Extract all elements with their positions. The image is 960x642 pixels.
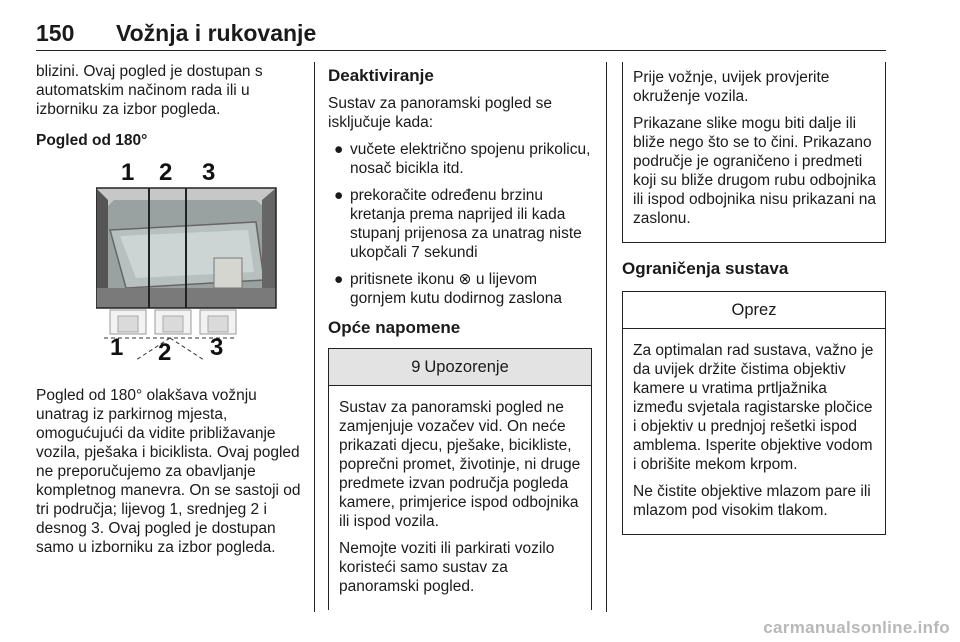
page-header [36,20,886,51]
warning-paragraph: Prije vožnje, uvijek provjerite okruženje vozila. [633,69,830,105]
deactivation-list [328,140,592,308]
warning-box [328,348,592,610]
view-description-paragraph: Pogled od 180° olakšava vožnju unatrag iz parkirnog mjesta, omogućujući da vidite približavanje vozila, pješaka i biciklista. Ovaj pogled ne preporučujemo za obavljanje kompletnog manevra. On se sastoji od tri područja; lijevog 1, srednjeg 2 i desnog 3. Ovaj pogled je dostupan samo u izborniku za izbor pogleda. [36,387,301,556]
column-middle [328,62,592,626]
warning-continued-body [623,62,885,242]
top-label-1: 1 [121,160,135,186]
warning-paragraph: Nemojte voziti ili parkirati vozilo koristeći samo sustav za panoramski pogled. [339,540,555,595]
page-number: 150 [36,20,75,46]
bullet-icon: ● [334,187,344,204]
caution-header: Oprez [623,292,885,329]
warning-icon: 9 [411,358,421,376]
warning-paragraph: Prikazane slike mogu biti dalje ili bliže nego što se to čini. Prikazano područje je ograničeno i predmeti koji su bliže drugom rubu odbojnika ili ispod odbojnika nisu prikazani na zaslonu. [633,115,876,227]
vehicle-view-icons [110,310,236,334]
bottom-label-1: 1 [110,334,124,360]
subheading-180-view: Pogled od 180° [36,132,148,149]
camera-view-illustration [96,160,326,360]
list-item: ● prekoračite određenu brzinu kretanja prema naprijed ili kada stupanj prijenosa za unatrag niste ukopčali 7 sekundi [334,187,582,261]
general-notes-heading: Opće napomene [328,318,461,337]
deactivation-lead: Sustav za panoramski pogled se isključuje kada: [328,95,553,131]
bullet-icon: ● [334,271,344,288]
warning-box-continued [622,62,886,243]
column-right [622,62,886,551]
top-label-2: 2 [159,160,173,186]
system-limits-heading: Ograničenja sustava [622,259,789,278]
bottom-label-2: 2 [158,339,172,360]
top-label-3: 3 [202,160,216,186]
column-left [36,62,304,569]
bottom-label-3: 3 [210,334,224,360]
warning-title: Upozorenje [424,358,509,376]
caution-body [623,329,885,534]
warning-header [329,349,591,386]
column-divider [606,62,607,612]
camera-view-diagram [96,160,326,360]
intro-paragraph: blizini. Ovaj pogled je dostupan s automatskim načinom rada ili u izborniku za izbor pogleda. [36,63,263,118]
bullet-icon: ● [334,141,344,158]
list-item: ● vučete električno spojenu prikolicu, nosač bicikla itd. [334,141,591,177]
warning-body [329,386,591,610]
deactivation-heading: Deaktiviranje [328,66,434,85]
caution-box [622,291,886,535]
caution-paragraph: Za optimalan rad sustava, važno je da uvijek držite čistima objektiv kamere u vratima prtljažnika između svjetala ragistarske pločice i objektiv u prednjoj rešetki ispod amblema. Isperite objektive vodom i obrišite mekom krpom. [633,342,874,473]
warning-paragraph: Sustav za panoramski pogled ne zamjenjuje vozačev vid. On neće prikazati djecu, pješake, bicikliste, poprečni promet, životinje, ni druge predmete izvan područja pogleda kamere, primjerice ispod odbojnika ili ispod vozila. [339,399,581,530]
caution-paragraph: Ne čistite objektive mlazom pare ili mlazom pod visokim tlakom. [633,483,871,519]
chapter-title: Vožnja i rukovanje [116,20,317,46]
list-item: ● pritisnete ikonu ⊗ u lijevom gornjem kutu dodirnog zaslona [334,271,562,307]
watermark: carmanualsonline.info [763,618,950,637]
camera-image [96,188,276,308]
